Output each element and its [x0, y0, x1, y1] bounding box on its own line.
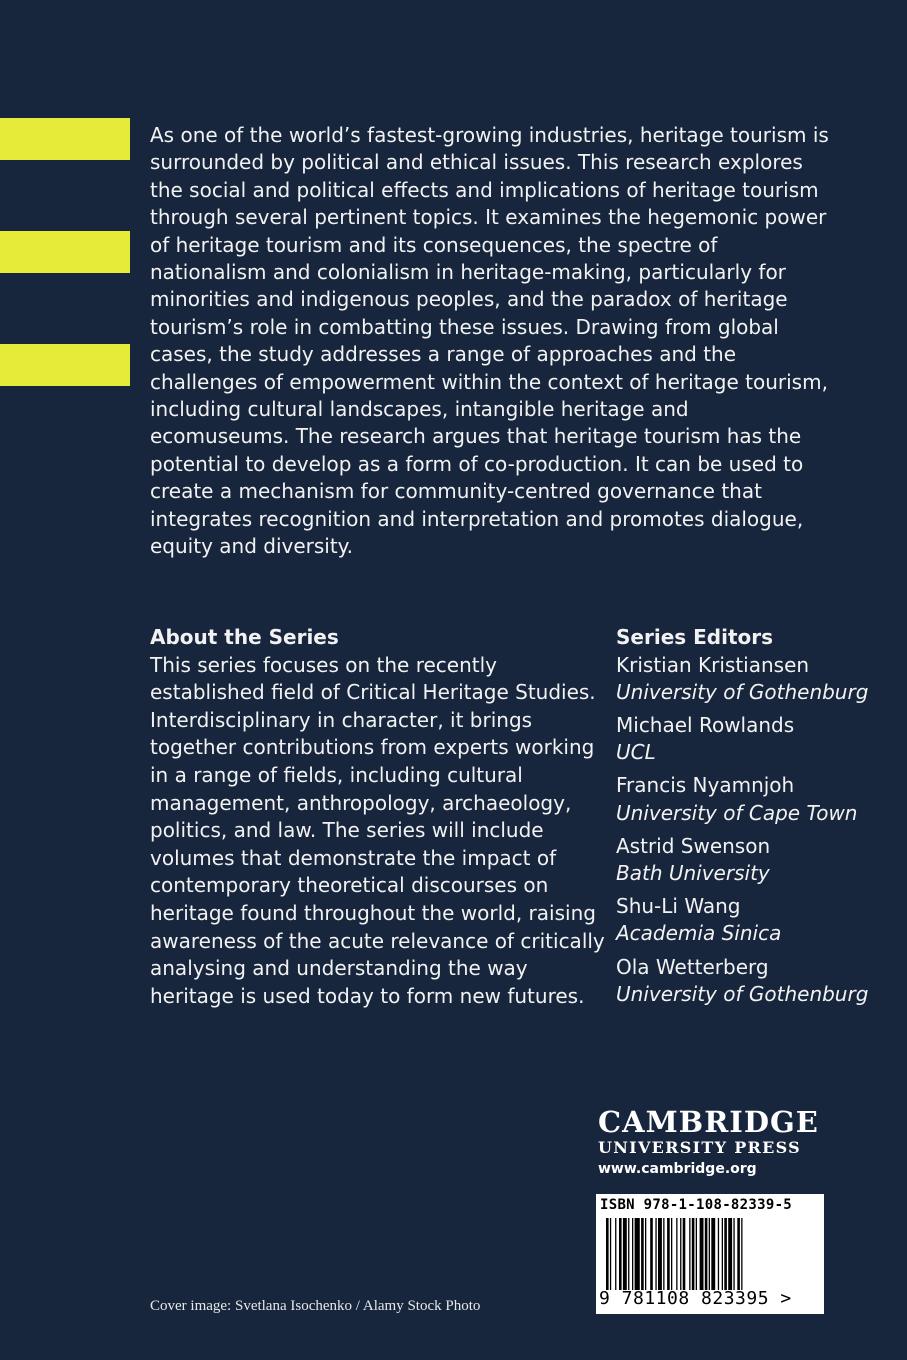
editor-name: Astrid Swenson	[616, 833, 771, 858]
editor-name: Ola Wetterberg	[616, 954, 769, 979]
editor-entry	[616, 712, 876, 766]
isbn-barcode	[596, 1194, 824, 1314]
editor-name: Kristian Kristiansen	[616, 652, 810, 677]
publisher-subname: UNIVERSITY PRESS	[598, 1138, 801, 1157]
about-series-section	[150, 624, 605, 1010]
accent-bar-1	[0, 118, 130, 160]
publisher-name: CAMBRIDGE	[598, 1105, 819, 1139]
editor-entry	[616, 833, 876, 887]
series-editors-section	[616, 624, 876, 1014]
editor-entry	[616, 893, 876, 947]
about-series-text: This series focuses on the recently established field of Critical Heritage Studies. Interdisciplinary in character, it brings together contributions from experts working in a range of fields, including cultural management, anthropology, archaeology, politics, and law. The series will include volumes that demonstrate the impact of contemporary theoretical discourses on heritage found throughout the world, raising awareness of the acute relevance of critically analysing and understanding the way heritage is used today to form new futures.	[150, 652, 605, 1008]
series-editors-heading: Series Editors	[616, 625, 774, 649]
editor-affiliation: University of Gothenburg	[616, 679, 869, 704]
about-series-heading: About the Series	[150, 625, 339, 649]
publisher-logo	[598, 1106, 828, 1180]
editor-entry	[616, 954, 876, 1008]
editor-entry	[616, 772, 876, 826]
barcode-bars	[604, 1218, 816, 1292]
accent-bar-3	[0, 344, 130, 386]
cover-image-credit: Cover image: Svetlana Isochenko / Alamy Stock Photo	[150, 1298, 481, 1314]
editor-affiliation: Bath University	[616, 861, 770, 886]
accent-bar-2	[0, 231, 130, 273]
editor-affiliation: University of Gothenburg	[616, 981, 869, 1006]
editor-affiliation: University of Cape Town	[616, 800, 858, 825]
editor-affiliation: Academia Sinica	[616, 921, 782, 946]
editor-name: Michael Rowlands	[616, 713, 795, 737]
publisher-website: www.cambridge.org	[598, 1161, 757, 1177]
book-description: As one of the world’s fastest-growing industries, heritage tourism is surrounded by political and ethical issues. This research explores the social and political effects and implications of heritage tourism through several pertinent topics. It examines the hegemonic power of heritage tourism and its consequences, the spectre of nationalism and colonialism in heritage-making, particularly for minorities and indigenous peoples, and the paradox of heritage tourism’s role in combatting these issues. Drawing from global cases, the study addresses a range of approaches and the challenges of empowerment within the context of heritage tourism, including cultural landscapes, intangible heritage and ecomuseums. The research argues that heritage tourism has the potential to develop as a form of co-production. It can be used to create a mechanism for community-centred governance that integrates recognition and interpretation and promotes dialogue, equity and diversity.	[150, 123, 829, 559]
editor-name: Francis Nyamnjoh	[616, 773, 795, 798]
editor-affiliation: UCL	[616, 740, 656, 765]
editor-entry	[616, 652, 876, 706]
isbn-label: ISBN 978-1-108-82339-5	[600, 1197, 793, 1213]
editor-name: Shu-Li Wang	[616, 894, 741, 919]
barcode-digits: 9 781108 823395 >	[599, 1288, 792, 1309]
